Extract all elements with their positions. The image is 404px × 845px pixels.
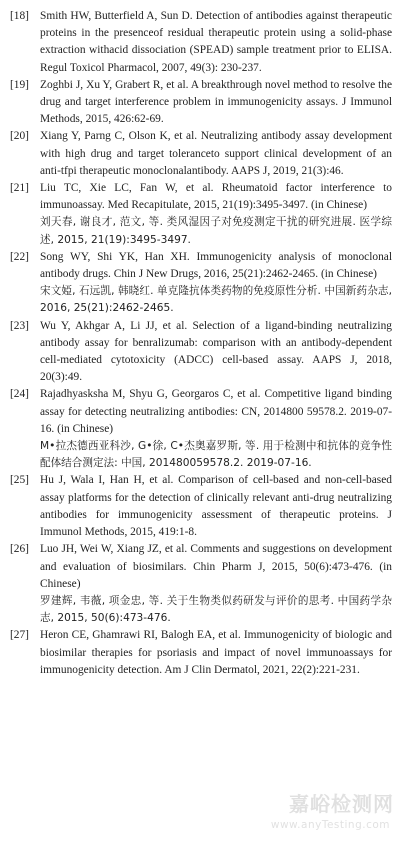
reference-item — [10, 128, 392, 180]
reference-text — [40, 8, 392, 77]
reference-number: [21] — [10, 182, 29, 195]
reference-line: Liu TC, Xie LC, Fan W, et al. Rheumatoid factor interference to immunoassay. Med Recapitulate, 2015, 21(19):3495-3497. (in Chinese) — [40, 182, 392, 212]
reference-text — [40, 180, 392, 249]
watermark-logo — [270, 792, 400, 839]
reference-line-chinese: M•拉杰德西亚科沙, G•徐, C•杰奥嘉罗斯, 等. 用于检测中和抗体的竞争性配体结合测定法: 中国, 201480059578.2. 2019-07-16. — [40, 440, 392, 470]
reference-item — [10, 386, 392, 472]
reference-number: [27] — [10, 629, 29, 642]
reference-number: [26] — [10, 543, 29, 556]
reference-line-chinese: 刘天春, 谢良才, 范文, 等. 类风湿因子对免疫测定干扰的研究进展. 医学综述, 2015, 21(19):3495-3497. — [40, 216, 392, 246]
reference-line: Smith HW, Butterfield A, Sun D. Detection of antibodies against therapeutic proteins in the presenceof residual therapeutic protein using a solid-phase extraction withacid dissociation (SPEAD) sample treatment prior to ELISA. Regul Toxicol Pharmacol, 2007, 49(3): 230-237. — [40, 10, 392, 74]
reference-line: Song WY, Shi YK, Han XH. Immunogenicity analysis of monoclonal antibody drugs. Chin J New Drugs, 2016, 25(21):2462-2465. (in Chinese) — [40, 250, 392, 281]
reference-text — [40, 386, 392, 472]
reference-number: [23] — [10, 319, 29, 332]
reference-line: Hu J, Wala I, Han H, et al. Comparison of cell-based and non-cell-based assay platforms for the detection of clinically relevant anti-drug neutralizing antibodies for immunogenicity assessment of therapeutic proteins. J Immunol Methods, 2015, 419:1-8. — [40, 474, 392, 539]
reference-text — [40, 472, 392, 541]
reference-line: Rajadhyasksha M, Shyu G, Georgaros C, et al. Competitive ligand binding assay for detecting neutralizing antibodies: CN, 2014800 59578.2. 2019-07-16. (in Chinese) — [40, 388, 392, 435]
reference-line-chinese: 罗建辉, 韦薇, 项金忠, 等. 关于生物类似药研发与评价的思考. 中国药学杂志, 2015, 50(6):473-476. — [40, 594, 392, 625]
watermark-url: www.anyTesting.com — [270, 819, 390, 831]
watermark-text: 嘉峪检测网 — [289, 792, 394, 816]
reference-item — [10, 180, 392, 249]
reference-line: Xiang Y, Parng C, Olson K, et al. Neutralizing antibody assay development with high drug and target toleranceto support clinical development of an anti-tfpi therapeutic monoclonalantibody. AAPS J, 2019, 21(3):46. — [40, 130, 392, 177]
reference-line: Heron CE, Ghamrawi RI, Balogh EA, et al. Immunogenicity of biologic and biosimilar therapies for psoriasis and impact of novel immunoassays for immunogenicity detection. Am J Clin Dermatol, 2021, 22(2):221-231. — [40, 629, 392, 676]
reference-line: Zoghbi J, Xu Y, Grabert R, et al. A breakthrough novel method to resolve the drug and target interference problem in immunogenicity assays. J Immunol Methods, 2015, 426:62-69. — [40, 78, 392, 126]
reference-number: [18] — [10, 10, 29, 22]
reference-text — [40, 77, 392, 129]
reference-number: [19] — [10, 78, 29, 91]
reference-number: [25] — [10, 474, 29, 487]
reference-number: [24] — [10, 388, 29, 401]
reference-item — [10, 249, 392, 318]
reference-text — [40, 318, 392, 387]
reference-number: [20] — [10, 130, 29, 143]
reference-item — [10, 318, 392, 387]
reference-text — [40, 249, 392, 318]
reference-text — [40, 128, 392, 180]
reference-number: [22] — [10, 250, 29, 263]
reference-text — [40, 627, 392, 679]
reference-line: Wu Y, Akhgar A, Li JJ, et al. Selection of a ligand-binding neutralizing antibody assay for benralizumab: comparison with an antibody-dependent cell-mediated cytotoxicity (ADCC) cell-based assay. AAPS J, 2018, 20(3):49. — [40, 319, 392, 384]
reference-text — [40, 541, 392, 627]
reference-item — [10, 8, 392, 77]
reference-list — [10, 8, 392, 679]
reference-item — [10, 77, 392, 129]
reference-line-chinese: 宋文婭, 石远凯, 韩晓红. 单克隆抗体类药物的免疫原性分析. 中国新药杂志, 2016, 25(21):2462-2465. — [40, 285, 392, 315]
reference-line: Luo JH, Wei W, Xiang JZ, et al. Comments and suggestions on development and evaluation of biosimilars. Chin Pharm J, 2015, 50(6):473-476. (in Chinese) — [40, 543, 392, 590]
reference-item — [10, 627, 392, 679]
reference-item — [10, 472, 392, 541]
reference-item — [10, 541, 392, 627]
